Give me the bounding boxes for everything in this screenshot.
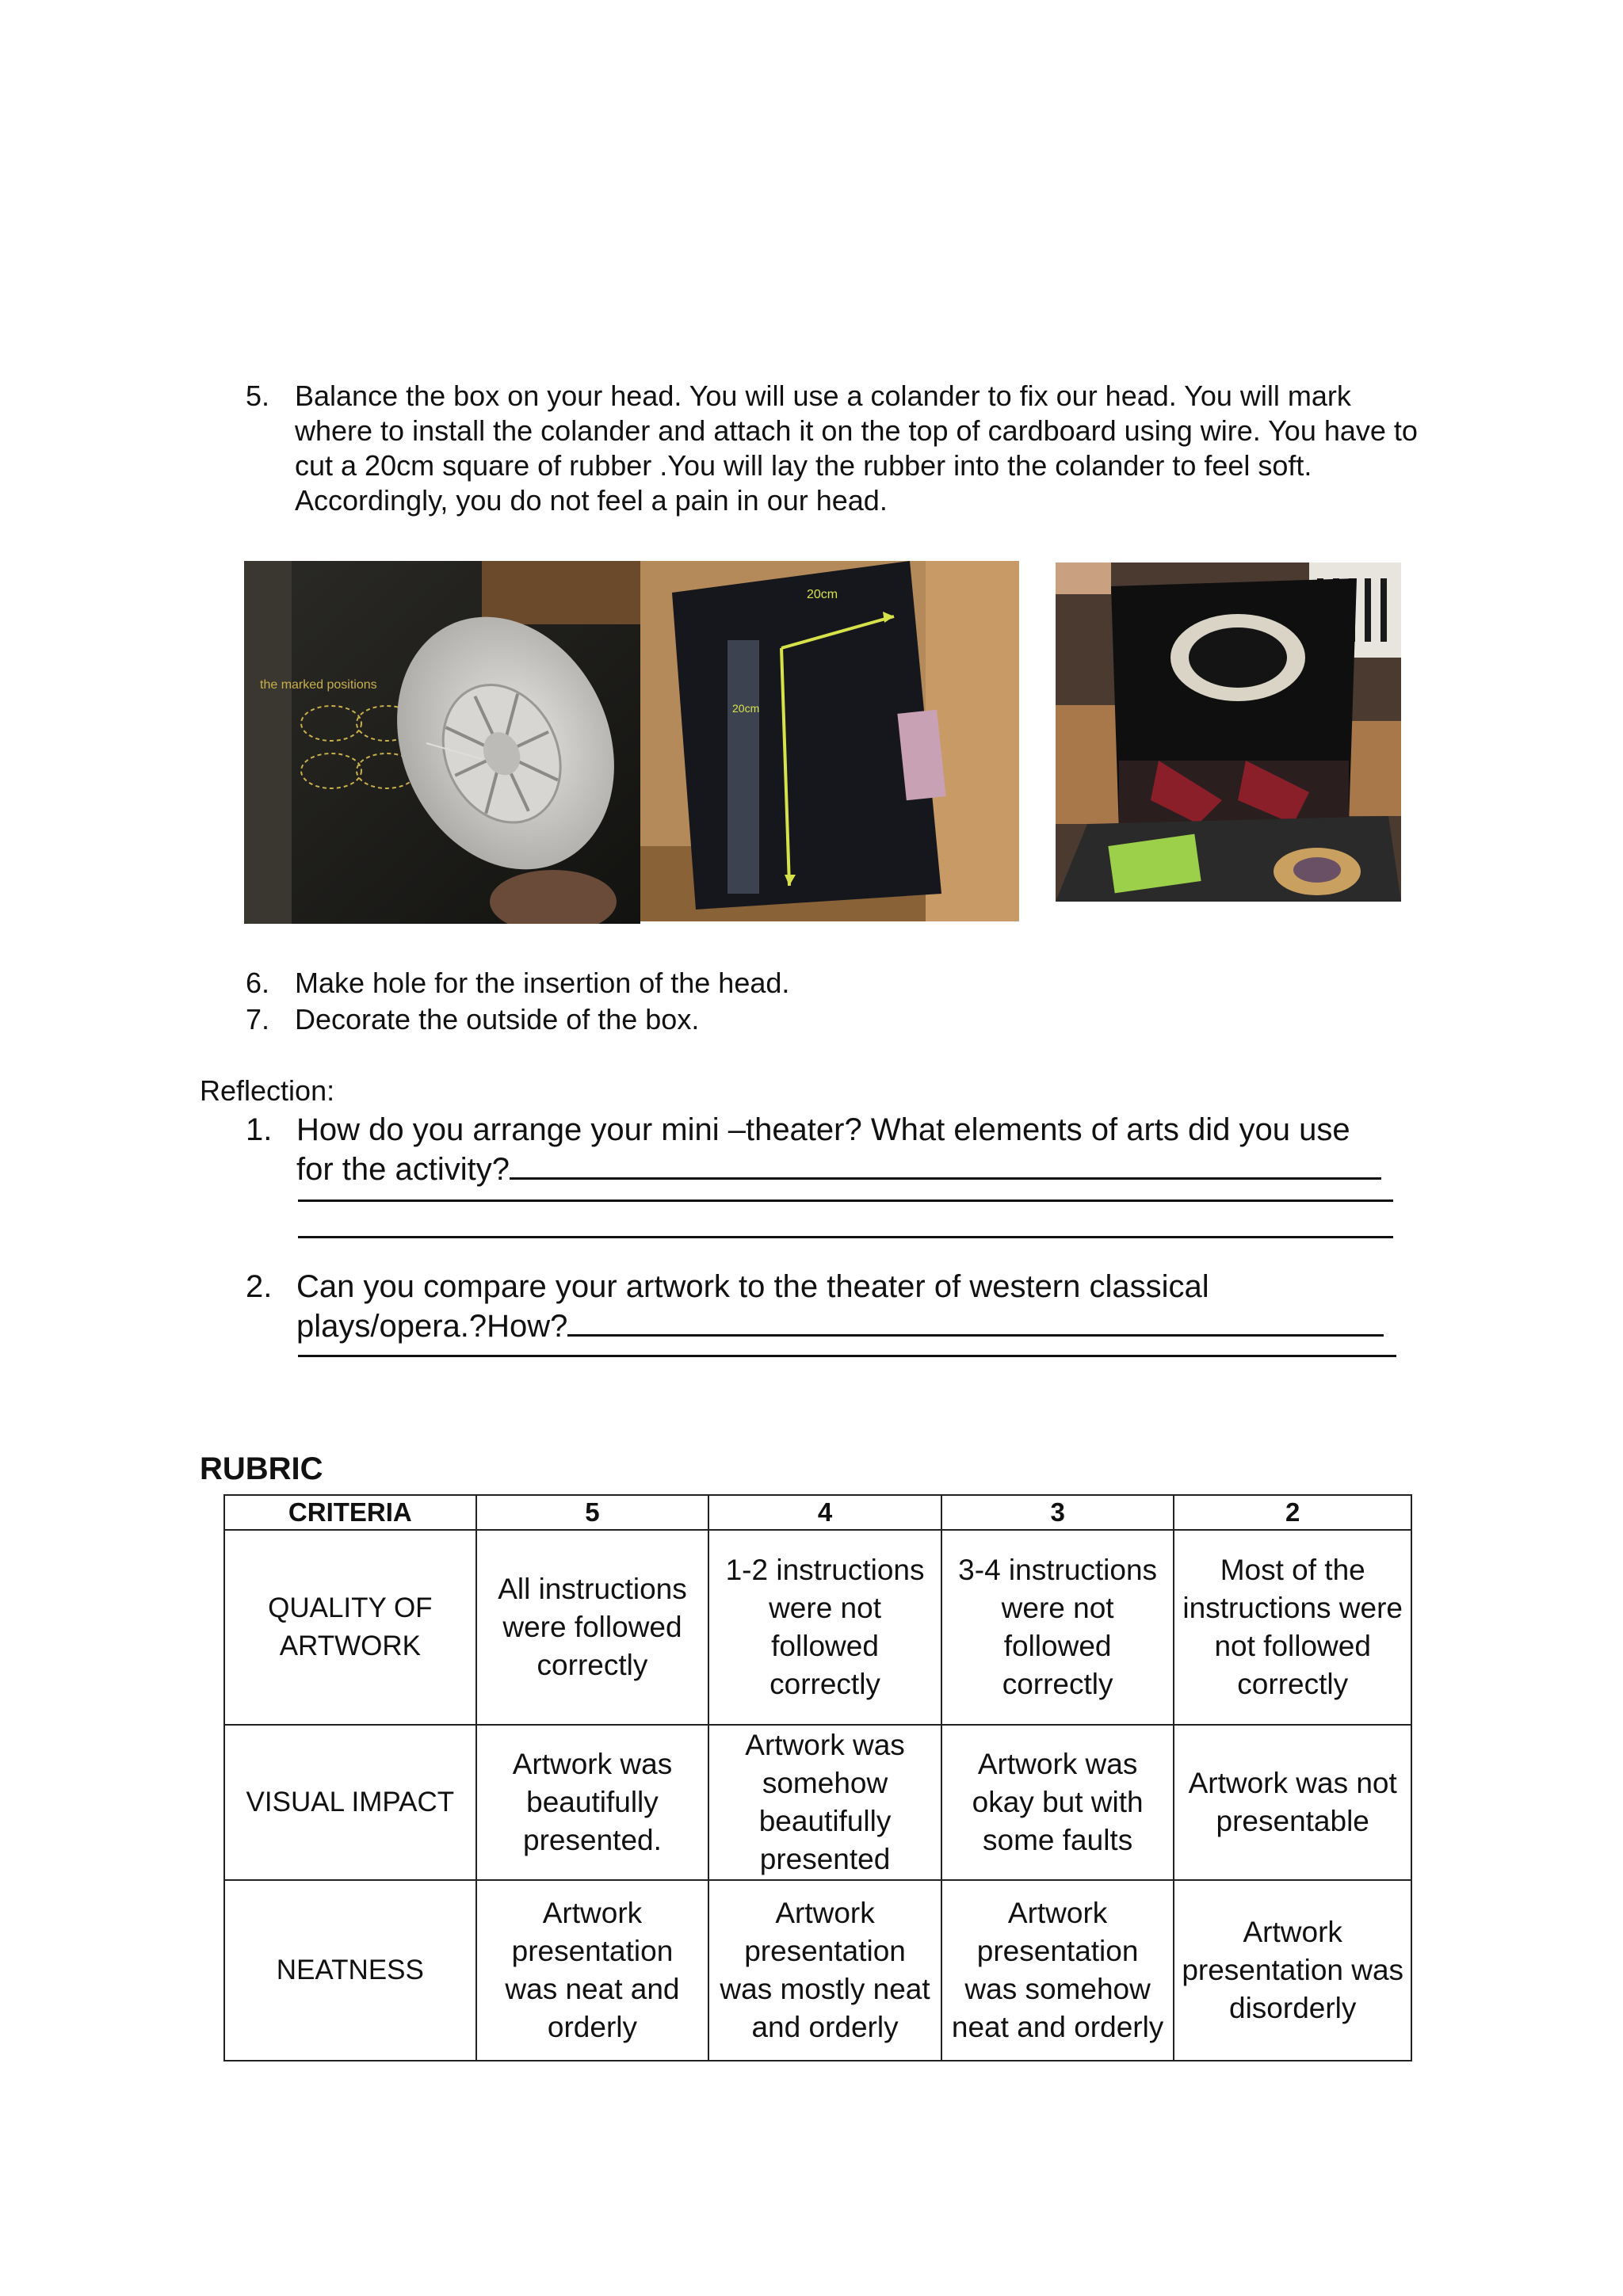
reflection-heading: Reflection: — [200, 1074, 335, 1107]
header-score-3: 3 — [941, 1495, 1174, 1530]
score-cell: Artwork was beautifully presented. — [476, 1725, 709, 1880]
instruction-list-bottom — [239, 965, 1428, 1038]
step-number: 6. — [246, 967, 270, 999]
score-cell: Artwork presentation was mostly neat and orderly — [708, 1880, 941, 2061]
instruction-step-5 — [239, 379, 1428, 518]
photo-colander-marking — [244, 561, 640, 924]
photo-caption: the marked positions — [260, 678, 377, 692]
question-number: 1. — [246, 1112, 273, 1147]
step-text: Balance the box on your head. You will use a colander to fix our head. You will mark where to install the colander and attach it on the top of cardboard using wire. You have to cut a 20cm square of rubber .You will lay the rubber into the colander to feel soft. Accordingly, you do not feel a pain in our head. — [295, 379, 1418, 517]
photo-row — [244, 561, 1401, 925]
question-text-line1: Can you compare your artwork to the theater of western classical — [296, 1269, 1209, 1304]
score-cell: Artwork presentation was disorderly — [1174, 1880, 1411, 2061]
step-number: 7. — [246, 1003, 270, 1035]
criteria-cell: VISUAL IMPACT — [224, 1725, 476, 1880]
instruction-step-6 — [239, 965, 1428, 1001]
answer-line[interactable] — [298, 1355, 1396, 1357]
reflection-question-1 — [239, 1111, 1404, 1188]
question-number: 2. — [246, 1269, 273, 1304]
header-score-4: 4 — [708, 1495, 941, 1530]
question-text-line1: How do you arrange your mini –theater? What elements of arts did you use — [296, 1112, 1350, 1147]
criteria-cell: NEATNESS — [224, 1880, 476, 2061]
photo-box-interior — [1056, 563, 1401, 902]
instruction-step-7 — [239, 1001, 1428, 1038]
step-text: Decorate the outside of the box. — [295, 1003, 700, 1035]
header-score-2: 2 — [1174, 1495, 1411, 1530]
rubric-row-quality — [224, 1530, 1411, 1725]
question-text-line2-row — [296, 1306, 1404, 1345]
question-text-line2: plays/opera.?How? — [296, 1309, 568, 1344]
header-score-5: 5 — [476, 1495, 709, 1530]
step-number: 5. — [246, 379, 270, 412]
question-text-line2-row — [296, 1149, 1404, 1188]
dimension-label-side: 20cm — [732, 702, 760, 715]
reflection-question-2 — [239, 1268, 1404, 1345]
rubric-row-visual-impact — [224, 1725, 1411, 1880]
photo-rubber-square — [640, 561, 1019, 921]
answer-line[interactable] — [298, 1236, 1393, 1238]
answer-line[interactable] — [298, 1199, 1393, 1202]
criteria-cell: QUALITY OF ARTWORK — [224, 1530, 476, 1725]
rubric-header-row — [224, 1495, 1411, 1530]
score-cell: Most of the instructions were not followed correctly — [1174, 1530, 1411, 1725]
score-cell: 1-2 instructions were not followed correctly — [708, 1530, 941, 1725]
rubric-row-neatness — [224, 1880, 1411, 2061]
score-cell: All instructions were followed correctly — [476, 1530, 709, 1725]
answer-blank[interactable] — [567, 1306, 1384, 1337]
step-text: Make hole for the insertion of the head. — [295, 967, 790, 999]
answer-blank[interactable] — [510, 1149, 1381, 1180]
instruction-list-top — [239, 379, 1428, 518]
score-cell: Artwork was somehow beautifully presented — [708, 1725, 941, 1880]
header-criteria: CRITERIA — [224, 1495, 476, 1530]
score-cell: Artwork presentation was somehow neat and orderly — [941, 1880, 1174, 2061]
score-cell: Artwork was not presentable — [1174, 1725, 1411, 1880]
score-cell: Artwork was okay but with some faults — [941, 1725, 1174, 1880]
score-cell: 3-4 instructions were not followed correctly — [941, 1530, 1174, 1725]
question-text-line2: for the activity? — [296, 1152, 510, 1187]
rubric-table — [223, 1494, 1412, 2061]
score-cell: Artwork presentation was neat and orderly — [476, 1880, 709, 2061]
rubric-title: RUBRIC — [200, 1451, 323, 1486]
dimension-label-top: 20cm — [807, 588, 838, 601]
